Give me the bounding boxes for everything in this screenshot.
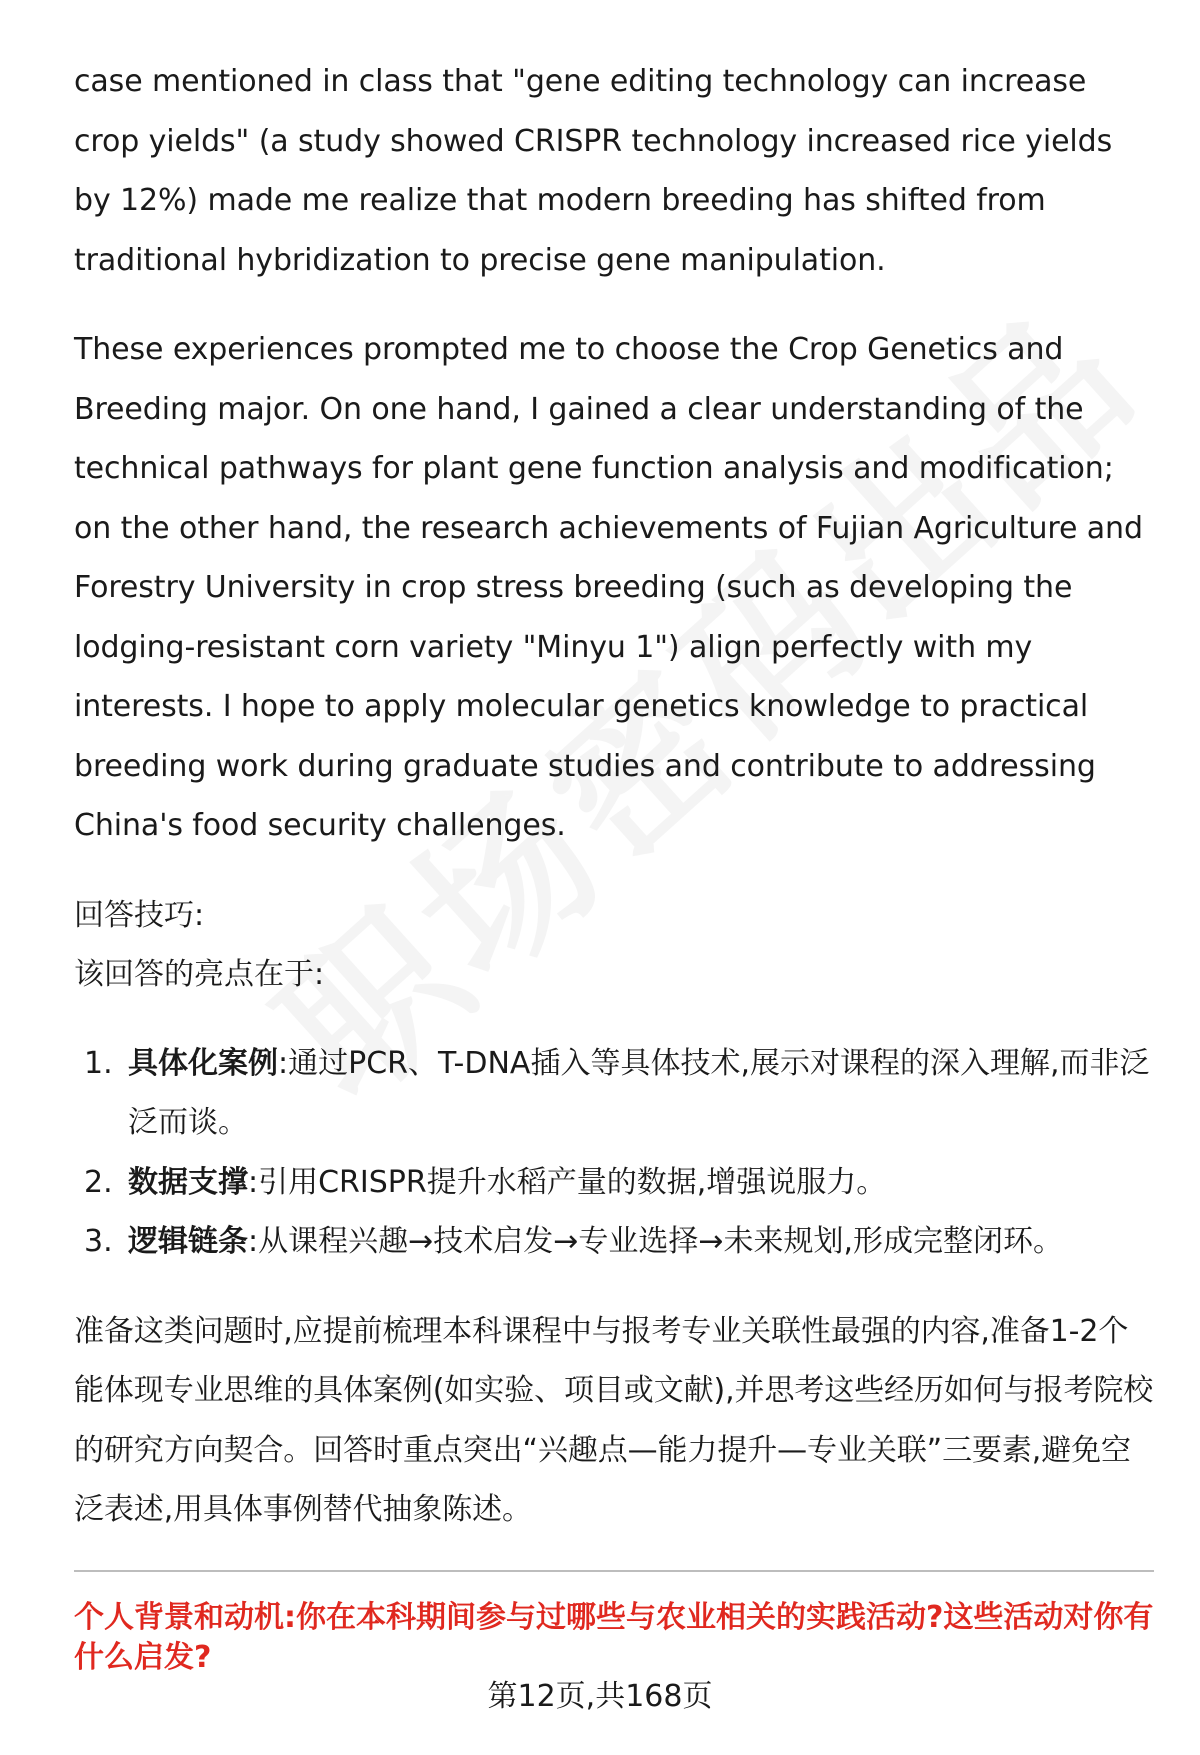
list-item-number: 3. (84, 1224, 113, 1259)
tips-label: 回答技巧: (74, 897, 205, 933)
list-item-text: :通过PCR、T-DNA插入等具体技术,展示对课程的深入理解,而非泛泛而谈。 (128, 1045, 1150, 1140)
next-question-heading: 个人背景和动机:你在本科期间参与过哪些与农业相关的实践活动?这些活动对你有什么启发? (74, 1599, 1154, 1675)
section-divider (74, 1570, 1154, 1572)
list-item-text: :引用CRISPR提升水稻产量的数据,增强说服力。 (248, 1164, 887, 1200)
page-number-footer: 第12页,共168页 (487, 1679, 713, 1714)
list-item-text: :从课程兴趣→技术启发→专业选择→未来规划,形成完整闭环。 (248, 1224, 1064, 1259)
advice-paragraph: 准备这类问题时,应提前梳理本科课程中与报考专业关联性最强的内容,准备1-2个能体现专业思维的具体案例(如实验、项目或文献),并思考这些经历如何与报考院校的研究方向契合。回答时重点突出“兴趣点—能力提升—专业关联”三要素,避免空泛表述,用具体事例替代抽象陈述。 (74, 1313, 1154, 1527)
answer-paragraph-2: These experiences prompted me to choose the Crop Genetics and Breeding major. On one hand, I gained a clear understanding of the technical pathways for plant gene function analysis and modification; on the other hand, the research achievements of Fujian Agriculture and Forestry University in crop stress breeding (such as developing the lodging-resistant corn variety "Minyu 1") align perfectly with my interests. I hope to apply molecular genetics knowledge to practical breeding work during graduate studies and contribute to addressing China's food security challenges. (74, 332, 1143, 843)
list-item (74, 1212, 1154, 1272)
list-item-number: 2. (84, 1164, 113, 1200)
list-item (74, 1034, 1154, 1153)
page-content (74, 52, 1154, 1678)
list-item-number: 1. (84, 1045, 113, 1081)
highlights-list (74, 1034, 1154, 1272)
list-item-term: 数据支撑 (128, 1164, 248, 1200)
tips-intro: 该回答的亮点在于: (74, 956, 325, 992)
list-item-term: 逻辑链条 (128, 1224, 248, 1259)
list-item-term: 具体化案例 (128, 1045, 278, 1081)
answer-paragraph-1: case mentioned in class that "gene editing technology can increase crop yields" (a study showed CRISPR technology increased rice yields by 12%) made me realize that modern breeding has shifted from traditional hybridization to precise gene manipulation. (74, 64, 1113, 278)
list-item (74, 1153, 1154, 1213)
